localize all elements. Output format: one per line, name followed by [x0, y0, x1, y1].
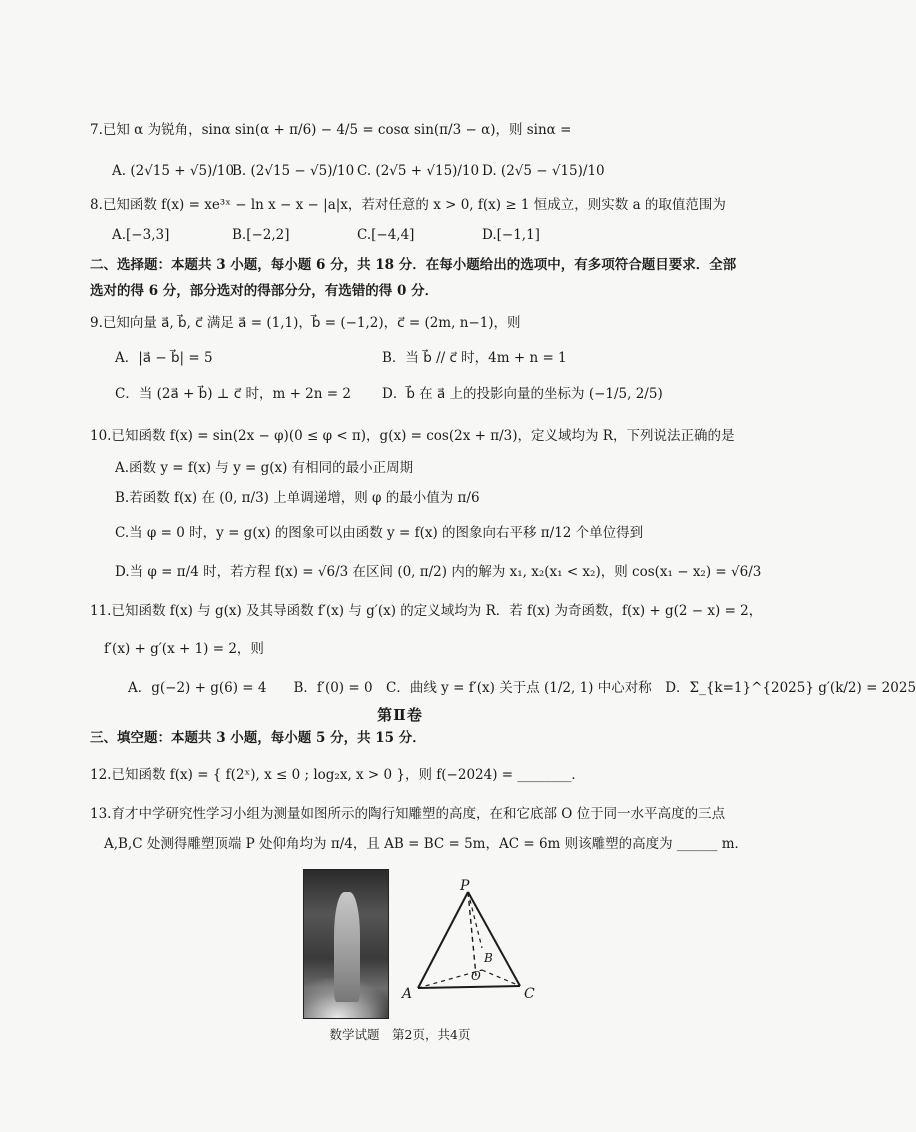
label-A: A	[402, 986, 413, 1002]
q10-option-b: B.若函数 f(x) 在 (0, π/3) 上单调递增，则 φ 的最小值为 π/6	[115, 490, 480, 506]
section3-header: 三、填空题：本题共 3 小题，每小题 5 分，共 15 分．	[90, 730, 426, 746]
q13-line2: A,B,C 处测得雕塑顶端 P 处仰角均为 π/4，且 AB = BC = 5m，AC = 6m 则该雕塑的高度为 ______ m．	[104, 836, 749, 852]
q7-option-c: C. (2√5 + √15)/10	[357, 163, 480, 179]
label-P: P	[460, 878, 470, 894]
q13-line1: 13.育才中学研究性学习小组为测量如图所示的陶行知雕塑的高度，在和它底部 O 位于同一水平高度的三点	[90, 806, 726, 822]
section2-line2: 选对的得 6 分，部分选对的得部分分，有选错的得 0 分．	[90, 283, 439, 299]
q8-option-a: A.[−3,3]	[112, 227, 170, 243]
q11-options: A．g(−2) + g(6) = 4 B．f′(0) = 0 C．曲线 y = f′(x) 关于点 (1/2, 1) 中心对称 D．Σ_{k=1}^{2025} g′(k/2) = 2025	[128, 680, 916, 696]
q12: 12.已知函数 f(x) = { f(2ˣ), x ≤ 0 ; log₂x, x > 0 }，则 f(−2024) = ________．	[90, 767, 585, 783]
pyramid-diagram	[400, 878, 560, 1018]
page-footer: 数学试题 第2页，共4页	[329, 1027, 471, 1042]
volume-2-title: 第Ⅱ卷	[377, 706, 423, 724]
q9-stem: 9.已知向量 a⃗, b⃗, c⃗ 满足 a⃗ = (1,1)，b⃗ = (−1,2)，c⃗ = (2m, n−1)，则	[90, 315, 521, 331]
q7-stem: 7.已知 α 为锐角，sinα sin(α + π/6) − 4/5 = cosα sin(π/3 − α)，则 sinα =	[90, 122, 572, 138]
label-O: O	[471, 969, 481, 983]
q9-option-a: A．|a⃗ − b⃗| = 5	[115, 350, 213, 366]
label-C: C	[524, 986, 535, 1002]
q9-option-c: C．当 (2a⃗ + b⃗) ⊥ c⃗ 时，m + 2n = 2	[115, 386, 351, 402]
q10-option-d: D.当 φ = π/4 时，若方程 f(x) = √6/3 在区间 (0, π/2) 内的解为 x₁, x₂(x₁ < x₂)，则 cos(x₁ − x₂) = √6/3	[115, 564, 762, 580]
q10-stem: 10.已知函数 f(x) = sin(2x − φ)(0 ≤ φ < π)，g(x) = cos(2x + π/3)，定义域均为 R，下列说法正确的是	[90, 428, 735, 444]
q9-option-d: D．b⃗ 在 a⃗ 上的投影向量的坐标为 (−1/5, 2/5)	[382, 386, 663, 402]
q10-option-c: C.当 φ = 0 时，y = g(x) 的图象可以由函数 y = f(x) 的图象向右平移 π/12 个单位得到	[115, 525, 644, 541]
section2-line1: 二、选择题：本题共 3 小题，每小题 6 分，共 18 分．在每小题给出的选项中，有多项符合题目要求．全部	[90, 257, 737, 273]
statue-photo	[303, 869, 389, 1019]
q11-stem-line2: f′(x) + g′(x + 1) = 2，则	[104, 641, 264, 657]
label-B: B	[484, 951, 493, 965]
q7-option-b: B. (2√15 − √5)/10	[232, 163, 355, 179]
q8-option-d: D.[−1,1]	[482, 227, 540, 243]
q8-option-b: B.[−2,2]	[232, 227, 290, 243]
q7-option-a: A. (2√15 + √5)/10	[112, 163, 235, 179]
q8-option-c: C.[−4,4]	[357, 227, 415, 243]
q8-stem: 8.已知函数 f(x) = xe³ˣ − ln x − x − |a|x，若对任意的 x > 0, f(x) ≥ 1 恒成立，则实数 a 的取值范围为	[90, 197, 726, 213]
q9-option-b: B．当 b⃗ // c⃗ 时，4m + n = 1	[382, 350, 567, 366]
q7-option-d: D. (2√5 − √15)/10	[482, 163, 605, 179]
q10-option-a: A.函数 y = f(x) 与 y = g(x) 有相同的最小正周期	[115, 460, 414, 476]
q11-stem-line1: 11.已知函数 f(x) 与 g(x) 及其导函数 f′(x) 与 g′(x) 的定义域均为 R．若 f(x) 为奇函数，f(x) + g(2 − x) = 2，	[90, 603, 763, 619]
